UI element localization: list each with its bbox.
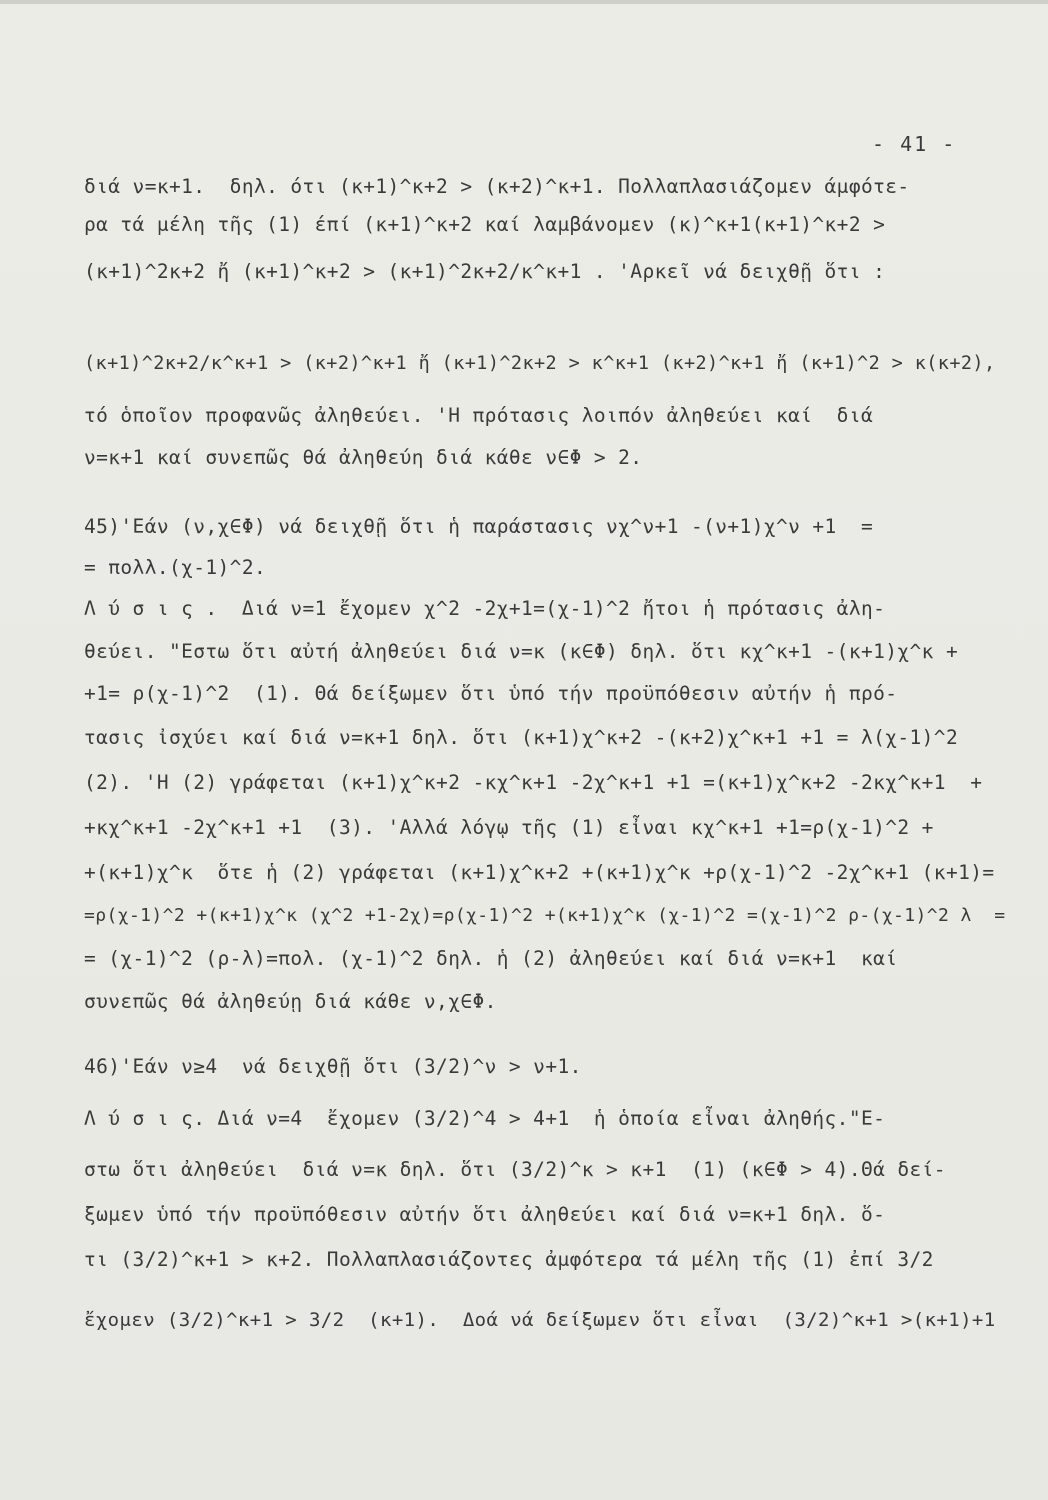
text-line: διά ν=κ+1. δηλ. ότι (κ+1)^κ+2 > (κ+2)^κ+1. Πολλαπλασιάζομεν άμφότε- — [84, 175, 910, 198]
page-number: - 41 - — [872, 132, 957, 156]
text-line: (κ+1)^2κ+2/κ^κ+1 > (κ+2)^κ+1 ἤ (κ+1)^2κ+2 > κ^κ+1 (κ+2)^κ+1 ἤ (κ+1)^2 > κ(κ+2), — [84, 353, 996, 374]
text-line: συνεπῶς θά ἀληθεύῃ διά κάθε ν,χ∈Φ. — [84, 990, 497, 1013]
text-line: Λ ύ σ ι ς. Διά ν=4 ἔχομεν (3/2)^4 > 4+1 ἡ ὁποία εἶναι ἀληθής."Ε- — [84, 1107, 886, 1130]
text-line: τι (3/2)^κ+1 > κ+2. Πολλαπλασιάζοντες ἀμφότερα τά μέλη τῆς (1) ἐπί 3/2 — [84, 1248, 934, 1271]
text-line: ξωμεν ὑπό τήν προϋπόθεσιν αὐτήν ὅτι ἀληθεύει καί διά ν=κ+1 δηλ. ὅ- — [84, 1203, 886, 1226]
text-line: τό ὁποῖον προφανῶς ἀληθεύει. 'Η πρότασις λοιπόν ἀληθεύει καί διά — [84, 404, 874, 427]
text-line: ρα τά μέλη τῆς (1) έπί (κ+1)^κ+2 καί λαμβάνομεν (κ)^κ+1(κ+1)^κ+2 > — [84, 213, 886, 236]
text-line: Λ ύ σ ι ς . Διά ν=1 ἔχομεν χ^2 -2χ+1=(χ-1)^2 ἤτοι ἡ πρότασις ἀλη- — [84, 597, 886, 620]
text-line: θεύει. "Εστω ὅτι αὐτή ἀληθεύει διά ν=κ (κ∈Φ) δηλ. ὅτι κχ^κ+1 -(κ+1)χ^κ + — [84, 640, 959, 663]
text-line: +1= ρ(χ-1)^2 (1). Θά δείξωμεν ὅτι ὑπό τήν προϋπόθεσιν αὐτήν ἡ πρό- — [84, 682, 898, 705]
text-line: = πολλ.(χ-1)^2. — [84, 556, 267, 579]
text-line: +(κ+1)χ^κ ὅτε ἡ (2) γράφεται (κ+1)χ^κ+2 +(κ+1)χ^κ +ρ(χ-1)^2 -2χ^κ+1 (κ+1)= — [84, 861, 995, 884]
text-line: τασις ἰσχύει καί διά ν=κ+1 δηλ. ὅτι (κ+1)χ^κ+2 -(κ+2)χ^κ+1 +1 = λ(χ-1)^2 — [84, 726, 959, 749]
text-line: 45)'Εάν (ν,χ∈Φ) νά δειχθῇ ὅτι ἡ παράστασις νχ^ν+1 -(ν+1)χ^ν +1 = — [84, 515, 874, 538]
text-line: 46)'Εάν ν≥4 νά δειχθῇ ὅτι (3/2)^ν > ν+1. — [84, 1055, 582, 1078]
text-line: (κ+1)^2κ+2 ἤ (κ+1)^κ+2 > (κ+1)^2κ+2/κ^κ+1 . 'Αρκεῖ νά δειχθῇ ὅτι : — [84, 260, 886, 283]
text-line: = (χ-1)^2 (ρ-λ)=πολ. (χ-1)^2 δηλ. ἡ (2) ἀληθεύει καί διά ν=κ+1 καί — [84, 947, 898, 970]
text-line: ν=κ+1 καί συνεπῶς θά ἀληθεύη διά κάθε ν∈Φ > 2. — [84, 446, 643, 469]
text-line: στω ὅτι ἀληθεύει διά ν=κ δηλ. ὅτι (3/2)^κ > κ+1 (1) (κ∈Φ > 4).Θά δεί- — [84, 1158, 946, 1181]
text-line: ἔχομεν (3/2)^κ+1 > 3/2 (κ+1). Δοά νά δείξωμεν ὅτι εἶναι (3/2)^κ+1 >(κ+1)+1 — [84, 1309, 996, 1331]
text-line: (2). 'Η (2) γράφεται (κ+1)χ^κ+2 -κχ^κ+1 -2χ^κ+1 +1 =(κ+1)χ^κ+2 -2κχ^κ+1 + — [84, 771, 983, 794]
text-line: +κχ^κ+1 -2χ^κ+1 +1 (3). 'Αλλά λόγῳ τῆς (1) εἶναι κχ^κ+1 +1=ρ(χ-1)^2 + — [84, 816, 934, 839]
text-line: =ρ(χ-1)^2 +(κ+1)χ^κ (χ^2 +1-2χ)=ρ(χ-1)^2 +(κ+1)χ^κ (χ-1)^2 =(χ-1)^2 ρ-(χ-1)^2 λ = — [84, 905, 1006, 926]
page-top-edge — [0, 0, 1048, 4]
